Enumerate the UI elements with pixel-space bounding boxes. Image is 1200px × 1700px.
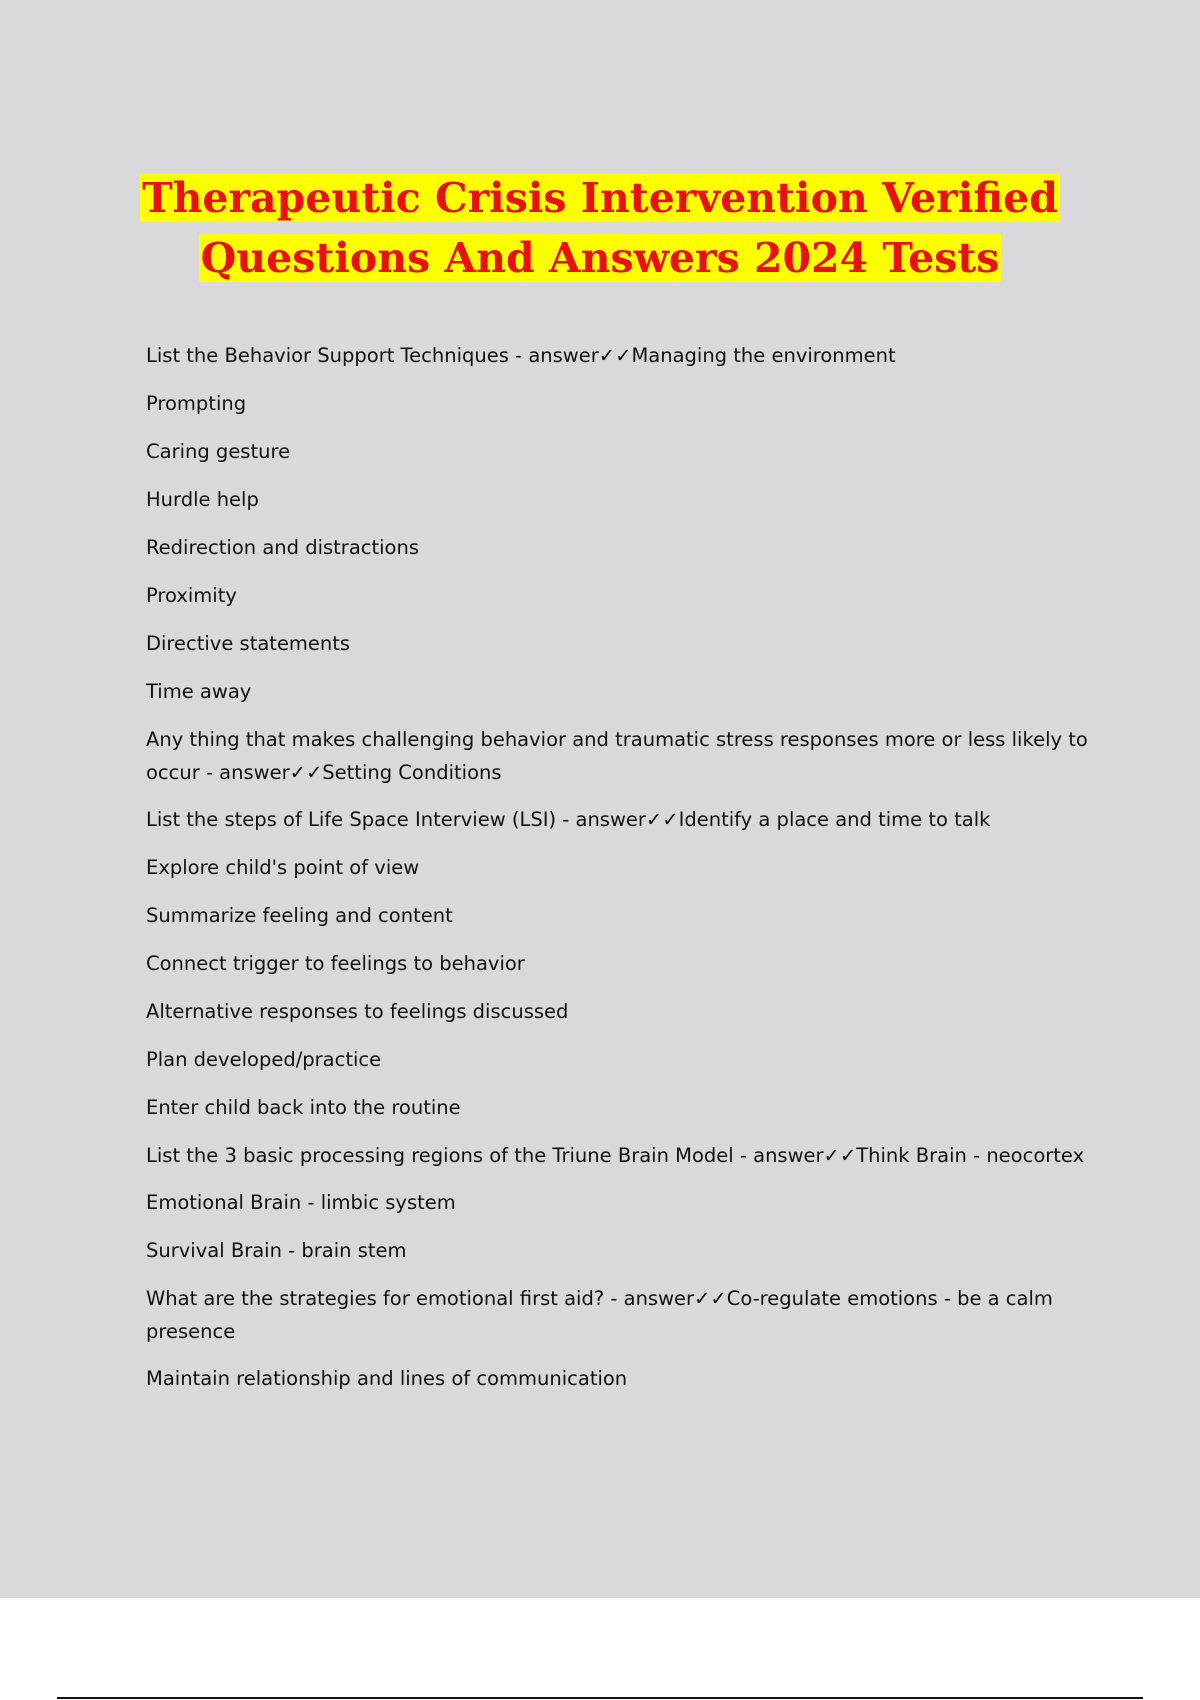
title-line-1-text: Therapeutic Crisis Intervention Verified	[142, 174, 1058, 222]
paragraph-4: Hurdle help	[146, 488, 259, 511]
paragraph-16: Enter child back into the routine	[146, 1096, 461, 1119]
document-title	[0, 168, 1200, 288]
title-line-2-text: Questions And Answers 2024 Tests	[200, 234, 1000, 282]
document-body	[146, 339, 1096, 1410]
paragraph-3: Caring gesture	[146, 440, 291, 463]
paragraph-19: Survival Brain - brain stem	[146, 1239, 407, 1262]
paragraph-20: What are the strategies for emotional first aid? - answer✓✓Co-regulate emotions - be a calm presence	[146, 1287, 1053, 1343]
paragraph-5: Redirection and distractions	[146, 536, 420, 559]
paragraph-12: Summarize feeling and content	[146, 904, 453, 927]
paragraph-10: List the steps of Life Space Interview (LSI) - answer✓✓Identify a place and time to talk	[146, 808, 991, 831]
paragraph-14: Alternative responses to feelings discussed	[146, 1000, 569, 1023]
paragraph-17: List the 3 basic processing regions of the Triune Brain Model - answer✓✓Think Brain - neocortex	[146, 1144, 1085, 1167]
paragraph-9: Any thing that makes challenging behavior and traumatic stress responses more or less likely to occur - answer✓✓Setting Conditions	[146, 728, 1088, 784]
paragraph-13: Connect trigger to feelings to behavior	[146, 952, 525, 975]
footer-divider	[57, 1697, 1143, 1699]
paragraph-2: Prompting	[146, 392, 247, 415]
paragraph-1: List the Behavior Support Techniques - answer✓✓Managing the environment	[146, 344, 896, 367]
paragraph-6: Proximity	[146, 584, 237, 607]
title-line-1	[0, 168, 1200, 228]
paragraph-11: Explore child's point of view	[146, 856, 420, 879]
paragraph-18: Emotional Brain - limbic system	[146, 1191, 456, 1214]
paragraph-21: Maintain relationship and lines of communication	[146, 1367, 628, 1390]
paragraph-8: Time away	[146, 680, 252, 703]
paragraph-15: Plan developed/practice	[146, 1048, 382, 1071]
title-line-2	[0, 228, 1200, 288]
paragraph-7: Directive statements	[146, 632, 351, 655]
